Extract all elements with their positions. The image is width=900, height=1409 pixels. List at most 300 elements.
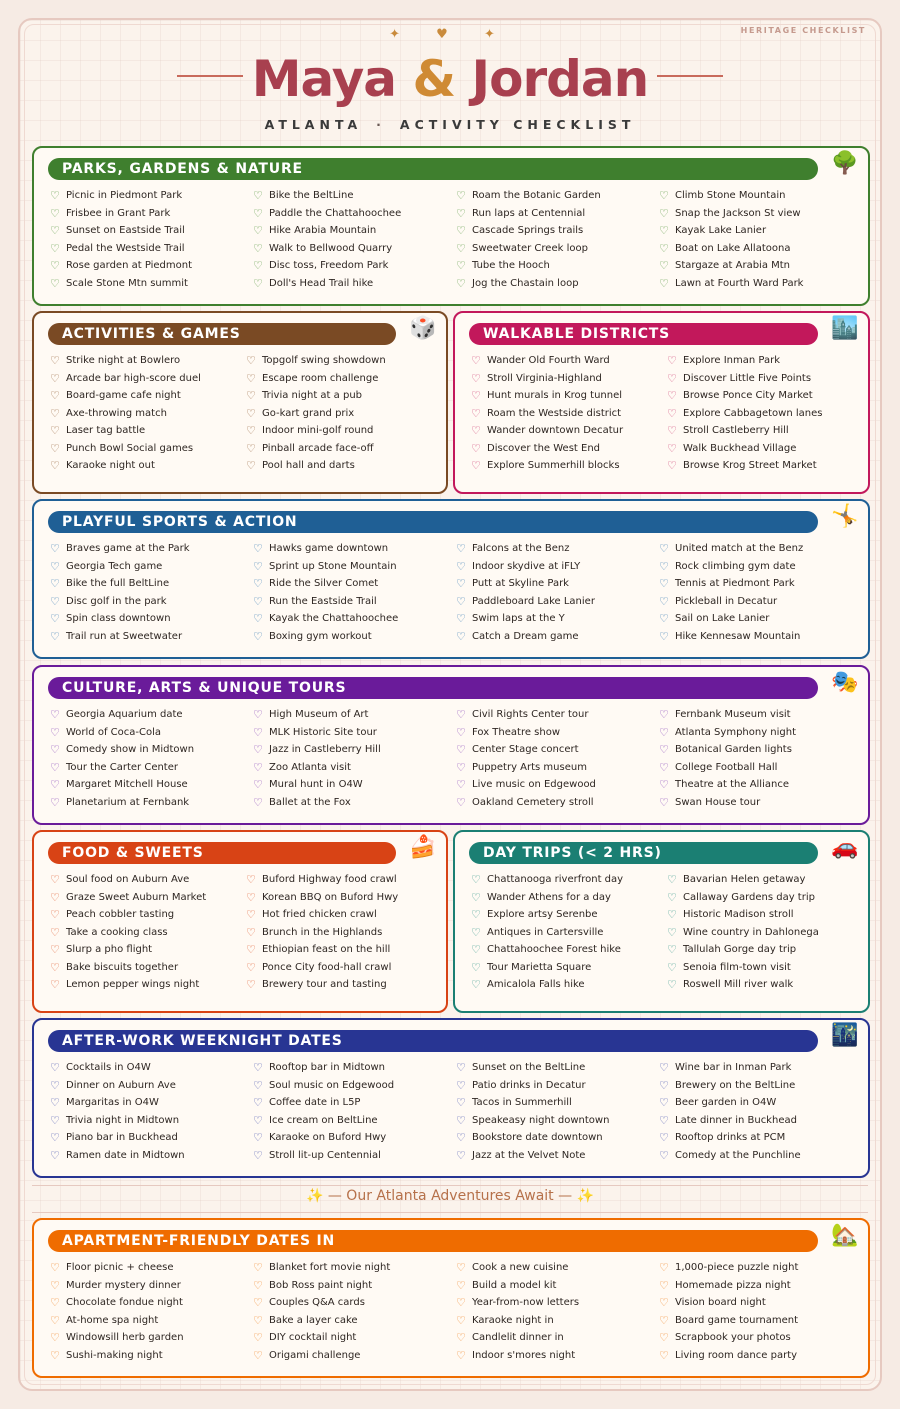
heart-checkbox-icon[interactable]: ♡ [50, 371, 60, 385]
checklist-item[interactable] [659, 1059, 862, 1077]
checklist-item[interactable] [456, 1277, 659, 1295]
heart-checkbox-icon[interactable]: ♡ [246, 424, 256, 438]
heart-checkbox-icon[interactable]: ♡ [246, 873, 256, 887]
heart-checkbox-icon[interactable]: ♡ [667, 406, 677, 420]
checklist-item[interactable] [246, 370, 442, 388]
heart-checkbox-icon[interactable]: ♡ [456, 259, 466, 273]
checklist-item[interactable] [659, 759, 862, 777]
checklist-item[interactable] [253, 558, 456, 576]
heart-checkbox-icon[interactable]: ♡ [253, 1331, 263, 1345]
checklist-item[interactable] [253, 706, 456, 724]
heart-checkbox-icon[interactable]: ♡ [659, 1131, 669, 1145]
checklist-item[interactable] [246, 976, 442, 994]
heart-checkbox-icon[interactable]: ♡ [50, 795, 60, 809]
checklist-item[interactable] [659, 540, 862, 558]
checklist-item[interactable] [471, 440, 667, 458]
heart-checkbox-icon[interactable]: ♡ [659, 559, 669, 573]
heart-checkbox-icon[interactable]: ♡ [50, 1296, 60, 1310]
heart-checkbox-icon[interactable]: ♡ [659, 725, 669, 739]
checklist-item[interactable] [50, 759, 253, 777]
checklist-item[interactable] [456, 1094, 659, 1112]
heart-checkbox-icon[interactable]: ♡ [456, 559, 466, 573]
heart-checkbox-icon[interactable]: ♡ [659, 189, 669, 203]
checklist-item[interactable] [246, 387, 442, 405]
checklist-item[interactable] [50, 1147, 253, 1165]
heart-checkbox-icon[interactable]: ♡ [667, 371, 677, 385]
heart-checkbox-icon[interactable]: ♡ [659, 1331, 669, 1345]
heart-checkbox-icon[interactable]: ♡ [50, 873, 60, 887]
checklist-item[interactable] [456, 610, 659, 628]
checklist-item[interactable] [456, 706, 659, 724]
checklist-item[interactable] [50, 1347, 253, 1365]
checklist-item[interactable] [253, 1077, 456, 1095]
heart-checkbox-icon[interactable]: ♡ [659, 743, 669, 757]
heart-checkbox-icon[interactable]: ♡ [471, 978, 481, 992]
checklist-item[interactable] [253, 1294, 456, 1312]
heart-checkbox-icon[interactable]: ♡ [659, 1078, 669, 1092]
heart-checkbox-icon[interactable]: ♡ [50, 708, 60, 722]
heart-checkbox-icon[interactable]: ♡ [50, 1113, 60, 1127]
checklist-item[interactable] [667, 889, 863, 907]
heart-checkbox-icon[interactable]: ♡ [456, 542, 466, 556]
heart-checkbox-icon[interactable]: ♡ [50, 354, 60, 368]
heart-checkbox-icon[interactable]: ♡ [253, 1131, 263, 1145]
checklist-item[interactable] [50, 558, 253, 576]
checklist-item[interactable] [659, 558, 862, 576]
checklist-item[interactable] [471, 976, 667, 994]
checklist-item[interactable] [659, 706, 862, 724]
heart-checkbox-icon[interactable]: ♡ [50, 224, 60, 238]
heart-checkbox-icon[interactable]: ♡ [50, 389, 60, 403]
checklist-item[interactable] [50, 724, 253, 742]
checklist-item[interactable] [667, 457, 863, 475]
heart-checkbox-icon[interactable]: ♡ [253, 1078, 263, 1092]
checklist-item[interactable] [246, 405, 442, 423]
checklist-item[interactable] [50, 1277, 253, 1295]
checklist-item[interactable] [659, 240, 862, 258]
checklist-item[interactable] [50, 222, 253, 240]
heart-checkbox-icon[interactable]: ♡ [50, 1278, 60, 1292]
checklist-item[interactable] [50, 1294, 253, 1312]
heart-checkbox-icon[interactable]: ♡ [456, 1278, 466, 1292]
checklist-item[interactable] [471, 924, 667, 942]
checklist-item[interactable] [50, 628, 253, 646]
checklist-item[interactable] [253, 540, 456, 558]
heart-checkbox-icon[interactable]: ♡ [659, 1148, 669, 1162]
checklist-item[interactable] [253, 1129, 456, 1147]
heart-checkbox-icon[interactable]: ♡ [253, 594, 263, 608]
heart-checkbox-icon[interactable]: ♡ [50, 1078, 60, 1092]
checklist-item[interactable] [667, 959, 863, 977]
checklist-item[interactable] [253, 187, 456, 205]
heart-checkbox-icon[interactable]: ♡ [659, 241, 669, 255]
heart-checkbox-icon[interactable]: ♡ [659, 542, 669, 556]
heart-checkbox-icon[interactable]: ♡ [50, 629, 60, 643]
checklist-item[interactable] [456, 240, 659, 258]
heart-checkbox-icon[interactable]: ♡ [471, 943, 481, 957]
heart-checkbox-icon[interactable]: ♡ [50, 441, 60, 455]
checklist-item[interactable] [253, 794, 456, 812]
heart-checkbox-icon[interactable]: ♡ [456, 1313, 466, 1327]
checklist-item[interactable] [471, 889, 667, 907]
checklist-item[interactable] [50, 794, 253, 812]
checklist-item[interactable] [667, 387, 863, 405]
checklist-item[interactable] [659, 575, 862, 593]
heart-checkbox-icon[interactable]: ♡ [246, 978, 256, 992]
heart-checkbox-icon[interactable]: ♡ [456, 206, 466, 220]
checklist-item[interactable] [659, 1112, 862, 1130]
heart-checkbox-icon[interactable]: ♡ [471, 441, 481, 455]
heart-checkbox-icon[interactable]: ♡ [659, 577, 669, 591]
checklist-item[interactable] [659, 1077, 862, 1095]
heart-checkbox-icon[interactable]: ♡ [456, 629, 466, 643]
heart-checkbox-icon[interactable]: ♡ [253, 708, 263, 722]
checklist-item[interactable] [246, 352, 442, 370]
checklist-item[interactable] [456, 275, 659, 293]
heart-checkbox-icon[interactable]: ♡ [50, 1331, 60, 1345]
heart-checkbox-icon[interactable]: ♡ [253, 542, 263, 556]
heart-checkbox-icon[interactable]: ♡ [659, 629, 669, 643]
checklist-item[interactable] [50, 422, 246, 440]
heart-checkbox-icon[interactable]: ♡ [253, 1148, 263, 1162]
heart-checkbox-icon[interactable]: ♡ [246, 943, 256, 957]
checklist-item[interactable] [471, 906, 667, 924]
checklist-item[interactable] [659, 628, 862, 646]
heart-checkbox-icon[interactable]: ♡ [659, 1278, 669, 1292]
heart-checkbox-icon[interactable]: ♡ [456, 725, 466, 739]
checklist-item[interactable] [50, 1112, 253, 1130]
heart-checkbox-icon[interactable]: ♡ [659, 1313, 669, 1327]
checklist-item[interactable] [50, 205, 253, 223]
heart-checkbox-icon[interactable]: ♡ [667, 441, 677, 455]
checklist-item[interactable] [50, 352, 246, 370]
checklist-item[interactable] [50, 941, 246, 959]
checklist-item[interactable] [246, 440, 442, 458]
checklist-item[interactable] [246, 422, 442, 440]
checklist-item[interactable] [659, 1277, 862, 1295]
heart-checkbox-icon[interactable]: ♡ [471, 960, 481, 974]
checklist-item[interactable] [456, 187, 659, 205]
checklist-item[interactable] [667, 906, 863, 924]
heart-checkbox-icon[interactable]: ♡ [50, 594, 60, 608]
checklist-item[interactable] [659, 275, 862, 293]
checklist-item[interactable] [456, 1112, 659, 1130]
heart-checkbox-icon[interactable]: ♡ [50, 276, 60, 290]
heart-checkbox-icon[interactable]: ♡ [667, 873, 677, 887]
checklist-item[interactable] [659, 741, 862, 759]
heart-checkbox-icon[interactable]: ♡ [50, 725, 60, 739]
heart-checkbox-icon[interactable]: ♡ [253, 259, 263, 273]
heart-checkbox-icon[interactable]: ♡ [659, 206, 669, 220]
heart-checkbox-icon[interactable]: ♡ [50, 241, 60, 255]
heart-checkbox-icon[interactable]: ♡ [50, 206, 60, 220]
checklist-item[interactable] [246, 959, 442, 977]
heart-checkbox-icon[interactable]: ♡ [659, 1296, 669, 1310]
checklist-item[interactable] [50, 1094, 253, 1112]
checklist-item[interactable] [253, 776, 456, 794]
checklist-item[interactable] [253, 724, 456, 742]
checklist-item[interactable] [246, 941, 442, 959]
heart-checkbox-icon[interactable]: ♡ [50, 577, 60, 591]
heart-checkbox-icon[interactable]: ♡ [456, 1078, 466, 1092]
checklist-item[interactable] [253, 205, 456, 223]
checklist-item[interactable] [50, 776, 253, 794]
heart-checkbox-icon[interactable]: ♡ [50, 890, 60, 904]
heart-checkbox-icon[interactable]: ♡ [253, 206, 263, 220]
heart-checkbox-icon[interactable]: ♡ [456, 778, 466, 792]
heart-checkbox-icon[interactable]: ♡ [50, 1313, 60, 1327]
heart-checkbox-icon[interactable]: ♡ [456, 1148, 466, 1162]
heart-checkbox-icon[interactable]: ♡ [456, 1296, 466, 1310]
heart-checkbox-icon[interactable]: ♡ [253, 743, 263, 757]
checklist-item[interactable] [50, 1312, 253, 1330]
checklist-item[interactable] [659, 1147, 862, 1165]
checklist-item[interactable] [50, 976, 246, 994]
heart-checkbox-icon[interactable]: ♡ [50, 612, 60, 626]
checklist-item[interactable] [659, 724, 862, 742]
checklist-item[interactable] [50, 906, 246, 924]
checklist-item[interactable] [471, 457, 667, 475]
heart-checkbox-icon[interactable]: ♡ [50, 1131, 60, 1145]
checklist-item[interactable] [471, 387, 667, 405]
heart-checkbox-icon[interactable]: ♡ [253, 612, 263, 626]
heart-checkbox-icon[interactable]: ♡ [471, 371, 481, 385]
checklist-item[interactable] [667, 405, 863, 423]
heart-checkbox-icon[interactable]: ♡ [667, 354, 677, 368]
heart-checkbox-icon[interactable]: ♡ [456, 1331, 466, 1345]
checklist-item[interactable] [456, 759, 659, 777]
heart-checkbox-icon[interactable]: ♡ [253, 1113, 263, 1127]
checklist-item[interactable] [456, 257, 659, 275]
heart-checkbox-icon[interactable]: ♡ [456, 224, 466, 238]
heart-checkbox-icon[interactable]: ♡ [253, 795, 263, 809]
checklist-item[interactable] [50, 275, 253, 293]
heart-checkbox-icon[interactable]: ♡ [659, 1096, 669, 1110]
checklist-item[interactable] [50, 959, 246, 977]
checklist-item[interactable] [246, 457, 442, 475]
checklist-item[interactable] [50, 575, 253, 593]
heart-checkbox-icon[interactable]: ♡ [659, 795, 669, 809]
heart-checkbox-icon[interactable]: ♡ [659, 1261, 669, 1275]
heart-checkbox-icon[interactable]: ♡ [50, 943, 60, 957]
heart-checkbox-icon[interactable]: ♡ [667, 960, 677, 974]
checklist-item[interactable] [456, 1312, 659, 1330]
heart-checkbox-icon[interactable]: ♡ [50, 1096, 60, 1110]
heart-checkbox-icon[interactable]: ♡ [246, 960, 256, 974]
heart-checkbox-icon[interactable]: ♡ [50, 1348, 60, 1362]
checklist-item[interactable] [471, 941, 667, 959]
heart-checkbox-icon[interactable]: ♡ [50, 760, 60, 774]
heart-checkbox-icon[interactable]: ♡ [50, 960, 60, 974]
checklist-item[interactable] [253, 575, 456, 593]
heart-checkbox-icon[interactable]: ♡ [253, 1278, 263, 1292]
checklist-item[interactable] [50, 457, 246, 475]
heart-checkbox-icon[interactable]: ♡ [50, 459, 60, 473]
heart-checkbox-icon[interactable]: ♡ [253, 725, 263, 739]
heart-checkbox-icon[interactable]: ♡ [456, 241, 466, 255]
checklist-item[interactable] [456, 1259, 659, 1277]
heart-checkbox-icon[interactable]: ♡ [50, 1148, 60, 1162]
heart-checkbox-icon[interactable]: ♡ [253, 1061, 263, 1075]
checklist-item[interactable] [50, 187, 253, 205]
heart-checkbox-icon[interactable]: ♡ [253, 1096, 263, 1110]
checklist-item[interactable] [659, 610, 862, 628]
checklist-item[interactable] [471, 871, 667, 889]
checklist-item[interactable] [456, 558, 659, 576]
heart-checkbox-icon[interactable]: ♡ [667, 925, 677, 939]
heart-checkbox-icon[interactable]: ♡ [659, 760, 669, 774]
heart-checkbox-icon[interactable]: ♡ [456, 594, 466, 608]
checklist-item[interactable] [471, 370, 667, 388]
checklist-item[interactable] [659, 257, 862, 275]
checklist-item[interactable] [456, 741, 659, 759]
checklist-item[interactable] [456, 222, 659, 240]
checklist-item[interactable] [253, 628, 456, 646]
checklist-item[interactable] [253, 240, 456, 258]
checklist-item[interactable] [50, 706, 253, 724]
checklist-item[interactable] [50, 610, 253, 628]
heart-checkbox-icon[interactable]: ♡ [50, 1061, 60, 1075]
checklist-item[interactable] [659, 593, 862, 611]
checklist-item[interactable] [50, 593, 253, 611]
heart-checkbox-icon[interactable]: ♡ [246, 459, 256, 473]
checklist-item[interactable] [50, 240, 253, 258]
heart-checkbox-icon[interactable]: ♡ [253, 559, 263, 573]
heart-checkbox-icon[interactable]: ♡ [456, 1261, 466, 1275]
heart-checkbox-icon[interactable]: ♡ [50, 1261, 60, 1275]
heart-checkbox-icon[interactable]: ♡ [253, 241, 263, 255]
checklist-item[interactable] [50, 370, 246, 388]
checklist-item[interactable] [456, 1059, 659, 1077]
checklist-item[interactable] [253, 1094, 456, 1112]
heart-checkbox-icon[interactable]: ♡ [667, 978, 677, 992]
heart-checkbox-icon[interactable]: ♡ [471, 459, 481, 473]
heart-checkbox-icon[interactable]: ♡ [659, 594, 669, 608]
checklist-item[interactable] [50, 871, 246, 889]
checklist-item[interactable] [50, 1329, 253, 1347]
heart-checkbox-icon[interactable]: ♡ [246, 389, 256, 403]
checklist-item[interactable] [253, 1329, 456, 1347]
heart-checkbox-icon[interactable]: ♡ [659, 276, 669, 290]
heart-checkbox-icon[interactable]: ♡ [471, 873, 481, 887]
checklist-item[interactable] [456, 1147, 659, 1165]
checklist-item[interactable] [456, 593, 659, 611]
heart-checkbox-icon[interactable]: ♡ [659, 1061, 669, 1075]
heart-checkbox-icon[interactable]: ♡ [246, 908, 256, 922]
checklist-item[interactable] [667, 976, 863, 994]
checklist-item[interactable] [50, 924, 246, 942]
heart-checkbox-icon[interactable]: ♡ [253, 189, 263, 203]
heart-checkbox-icon[interactable]: ♡ [50, 743, 60, 757]
checklist-item[interactable] [667, 370, 863, 388]
heart-checkbox-icon[interactable]: ♡ [246, 890, 256, 904]
heart-checkbox-icon[interactable]: ♡ [253, 760, 263, 774]
checklist-item[interactable] [456, 1294, 659, 1312]
heart-checkbox-icon[interactable]: ♡ [659, 708, 669, 722]
checklist-item[interactable] [246, 924, 442, 942]
checklist-item[interactable] [246, 906, 442, 924]
heart-checkbox-icon[interactable]: ♡ [667, 459, 677, 473]
checklist-item[interactable] [659, 1094, 862, 1112]
heart-checkbox-icon[interactable]: ♡ [50, 259, 60, 273]
heart-checkbox-icon[interactable]: ♡ [246, 371, 256, 385]
heart-checkbox-icon[interactable]: ♡ [253, 1296, 263, 1310]
checklist-item[interactable] [456, 205, 659, 223]
heart-checkbox-icon[interactable]: ♡ [246, 925, 256, 939]
heart-checkbox-icon[interactable]: ♡ [456, 708, 466, 722]
checklist-item[interactable] [50, 440, 246, 458]
heart-checkbox-icon[interactable]: ♡ [471, 890, 481, 904]
heart-checkbox-icon[interactable]: ♡ [253, 629, 263, 643]
checklist-item[interactable] [659, 1294, 862, 1312]
checklist-item[interactable] [471, 422, 667, 440]
checklist-item[interactable] [659, 1329, 862, 1347]
checklist-item[interactable] [667, 352, 863, 370]
heart-checkbox-icon[interactable]: ♡ [456, 1061, 466, 1075]
checklist-item[interactable] [253, 759, 456, 777]
checklist-item[interactable] [253, 593, 456, 611]
checklist-item[interactable] [667, 941, 863, 959]
checklist-item[interactable] [659, 205, 862, 223]
checklist-item[interactable] [253, 1347, 456, 1365]
heart-checkbox-icon[interactable]: ♡ [667, 890, 677, 904]
checklist-item[interactable] [253, 1277, 456, 1295]
heart-checkbox-icon[interactable]: ♡ [253, 778, 263, 792]
checklist-item[interactable] [456, 1077, 659, 1095]
heart-checkbox-icon[interactable]: ♡ [667, 389, 677, 403]
checklist-item[interactable] [659, 1347, 862, 1365]
heart-checkbox-icon[interactable]: ♡ [471, 389, 481, 403]
heart-checkbox-icon[interactable]: ♡ [456, 276, 466, 290]
checklist-item[interactable] [50, 741, 253, 759]
heart-checkbox-icon[interactable]: ♡ [456, 1113, 466, 1127]
checklist-item[interactable] [50, 540, 253, 558]
checklist-item[interactable] [253, 257, 456, 275]
checklist-item[interactable] [667, 422, 863, 440]
heart-checkbox-icon[interactable]: ♡ [246, 406, 256, 420]
heart-checkbox-icon[interactable]: ♡ [667, 424, 677, 438]
checklist-item[interactable] [659, 187, 862, 205]
heart-checkbox-icon[interactable]: ♡ [253, 1313, 263, 1327]
heart-checkbox-icon[interactable]: ♡ [50, 424, 60, 438]
heart-checkbox-icon[interactable]: ♡ [659, 259, 669, 273]
checklist-item[interactable] [50, 405, 246, 423]
checklist-item[interactable] [456, 540, 659, 558]
checklist-item[interactable] [456, 724, 659, 742]
checklist-item[interactable] [456, 1329, 659, 1347]
checklist-item[interactable] [456, 575, 659, 593]
checklist-item[interactable] [659, 1312, 862, 1330]
checklist-item[interactable] [253, 275, 456, 293]
checklist-item[interactable] [246, 889, 442, 907]
checklist-item[interactable] [456, 628, 659, 646]
heart-checkbox-icon[interactable]: ♡ [456, 760, 466, 774]
checklist-item[interactable] [50, 1129, 253, 1147]
checklist-item[interactable] [50, 1259, 253, 1277]
heart-checkbox-icon[interactable]: ♡ [659, 1348, 669, 1362]
checklist-item[interactable] [253, 741, 456, 759]
heart-checkbox-icon[interactable]: ♡ [471, 406, 481, 420]
heart-checkbox-icon[interactable]: ♡ [456, 1348, 466, 1362]
heart-checkbox-icon[interactable]: ♡ [456, 577, 466, 591]
checklist-item[interactable] [50, 1077, 253, 1095]
heart-checkbox-icon[interactable]: ♡ [50, 925, 60, 939]
heart-checkbox-icon[interactable]: ♡ [471, 424, 481, 438]
heart-checkbox-icon[interactable]: ♡ [253, 224, 263, 238]
checklist-item[interactable] [456, 794, 659, 812]
checklist-item[interactable] [246, 871, 442, 889]
heart-checkbox-icon[interactable]: ♡ [246, 354, 256, 368]
